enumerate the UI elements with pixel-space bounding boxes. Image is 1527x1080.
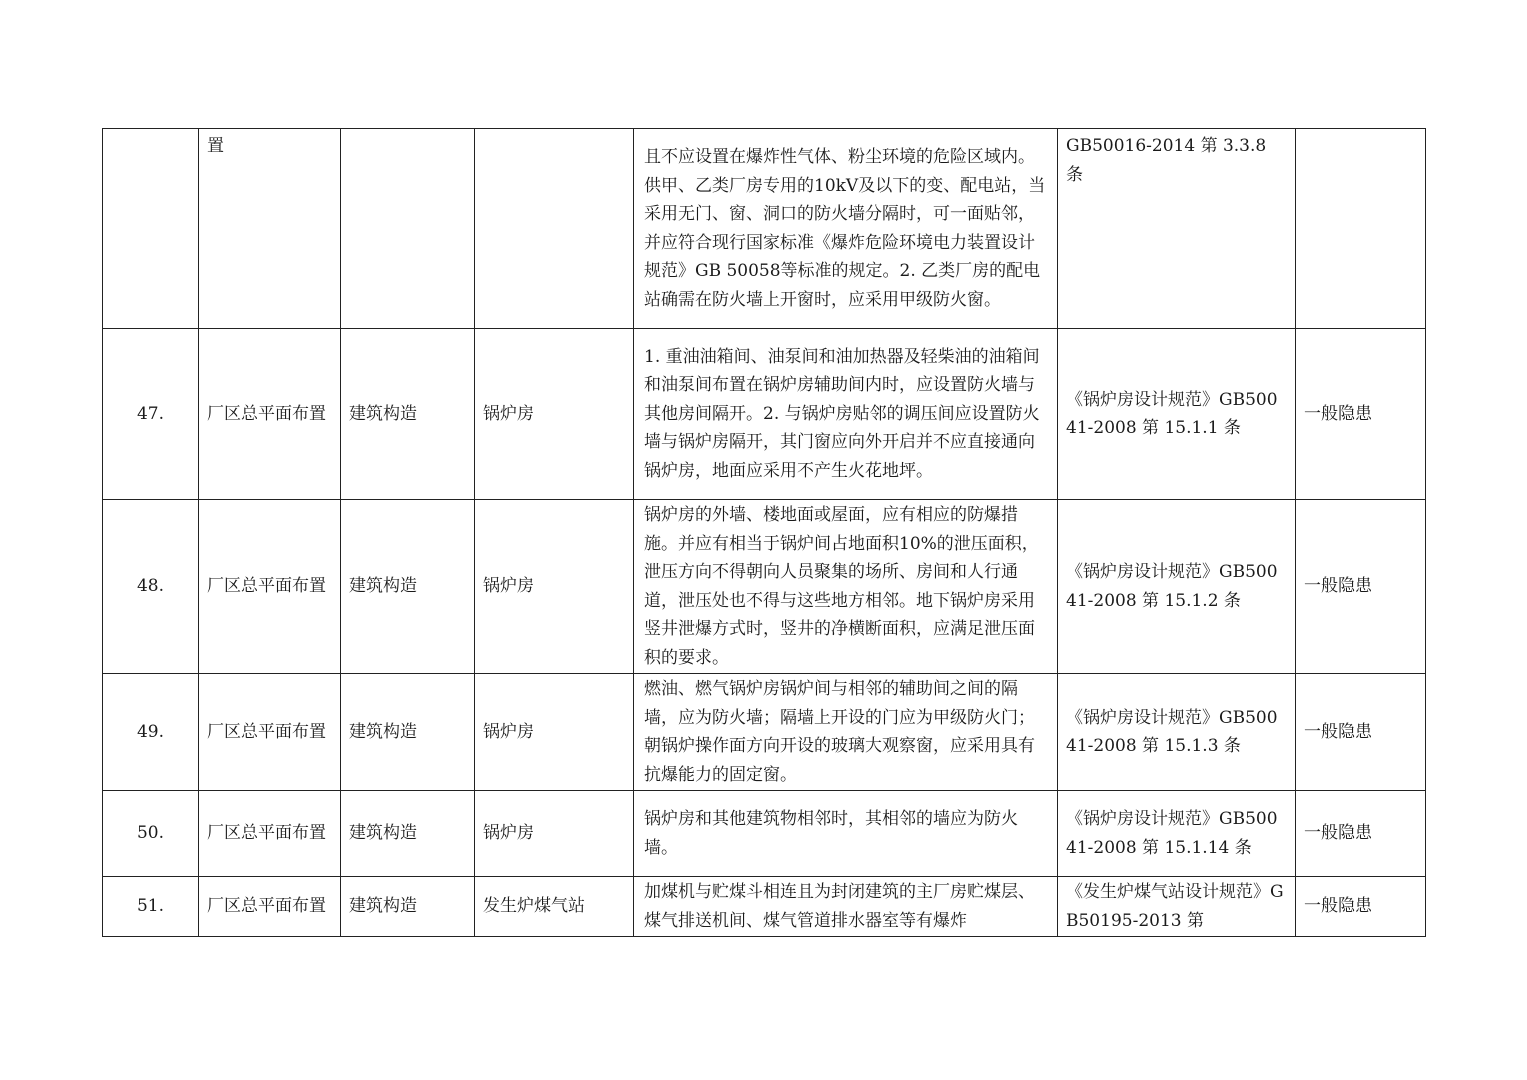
category-cell: 建筑构造 bbox=[341, 329, 475, 500]
table-row bbox=[103, 329, 1426, 500]
item-cell: 发生炉煤气站 bbox=[475, 877, 634, 937]
row-number: 51. bbox=[103, 877, 199, 937]
row-number: 48. bbox=[103, 500, 199, 674]
category-cell: 建筑构造 bbox=[341, 791, 475, 877]
row-number bbox=[103, 129, 199, 329]
hazard-level-cell: 一般隐患 bbox=[1296, 500, 1426, 674]
table-row bbox=[103, 129, 1426, 329]
category-cell: 建筑构造 bbox=[341, 674, 475, 791]
description-cell: 锅炉房和其他建筑物相邻时，其相邻的墙应为防火墙。 bbox=[634, 791, 1058, 877]
item-cell: 锅炉房 bbox=[475, 674, 634, 791]
hazard-level-cell: 一般隐患 bbox=[1296, 674, 1426, 791]
area-cell: 厂区总平面布置 bbox=[199, 877, 341, 937]
table-row bbox=[103, 674, 1426, 791]
row-number: 49. bbox=[103, 674, 199, 791]
row-number: 50. bbox=[103, 791, 199, 877]
hazard-level-cell: 一般隐患 bbox=[1296, 877, 1426, 937]
reference-cell: 《锅炉房设计规范》GB50041-2008 第 15.1.1 条 bbox=[1058, 329, 1296, 500]
reference-cell: 《锅炉房设计规范》GB50041-2008 第 15.1.2 条 bbox=[1058, 500, 1296, 674]
area-cell: 厂区总平面布置 bbox=[199, 791, 341, 877]
hazard-level-cell: 一般隐患 bbox=[1296, 329, 1426, 500]
description-cell: 且不应设置在爆炸性气体、粉尘环境的危险区域内。供甲、乙类厂房专用的10kV及以下的变、配电站，当采用无门、窗、洞口的防火墙分隔时，可一面贴邻，并应符合现行国家标准《爆炸危险环境电力装置设计规范》GB 50058等标准的规定。2. 乙类厂房的配电站确需在防火墙上开窗时，应采用甲级防火窗。 bbox=[634, 129, 1058, 329]
category-cell: 建筑构造 bbox=[341, 500, 475, 674]
category-cell bbox=[341, 129, 475, 329]
table-row bbox=[103, 877, 1426, 937]
regulation-table bbox=[102, 128, 1426, 937]
reference-cell: 《发生炉煤气站设计规范》GB50195-2013 第 bbox=[1058, 877, 1296, 937]
item-cell: 锅炉房 bbox=[475, 500, 634, 674]
description-cell: 燃油、燃气锅炉房锅炉间与相邻的辅助间之间的隔墙，应为防火墙；隔墙上开设的门应为甲级防火门；朝锅炉操作面方向开设的玻璃大观察窗，应采用具有抗爆能力的固定窗。 bbox=[634, 674, 1058, 791]
reference-cell: 《锅炉房设计规范》GB50041-2008 第 15.1.14 条 bbox=[1058, 791, 1296, 877]
description-cell: 1. 重油油箱间、油泵间和油加热器及轻柴油的油箱间和油泵间布置在锅炉房辅助间内时，应设置防火墙与其他房间隔开。2. 与锅炉房贴邻的调压间应设置防火墙与锅炉房隔开，其门窗应向外开启并不应直接通向锅炉房，地面应采用不产生火花地坪。 bbox=[634, 329, 1058, 500]
table-row bbox=[103, 791, 1426, 877]
hazard-level-cell: 一般隐患 bbox=[1296, 791, 1426, 877]
item-cell bbox=[475, 129, 634, 329]
reference-cell: 《锅炉房设计规范》GB50041-2008 第 15.1.3 条 bbox=[1058, 674, 1296, 791]
area-cell: 置 bbox=[199, 129, 341, 329]
area-cell: 厂区总平面布置 bbox=[199, 674, 341, 791]
category-cell: 建筑构造 bbox=[341, 877, 475, 937]
area-cell: 厂区总平面布置 bbox=[199, 329, 341, 500]
area-cell: 厂区总平面布置 bbox=[199, 500, 341, 674]
reference-cell: GB50016-2014 第 3.3.8 条 bbox=[1058, 129, 1296, 329]
description-cell: 加煤机与贮煤斗相连且为封闭建筑的主厂房贮煤层、煤气排送机间、煤气管道排水器室等有爆炸 bbox=[634, 877, 1058, 937]
item-cell: 锅炉房 bbox=[475, 329, 634, 500]
table-row bbox=[103, 500, 1426, 674]
description-cell: 锅炉房的外墙、楼地面或屋面，应有相应的防爆措施。并应有相当于锅炉间占地面积10%的泄压面积，泄压方向不得朝向人员聚集的场所、房间和人行通道，泄压处也不得与这些地方相邻。地下锅炉房采用竖井泄爆方式时，竖井的净横断面积，应满足泄压面积的要求。 bbox=[634, 500, 1058, 674]
row-number: 47. bbox=[103, 329, 199, 500]
hazard-level-cell bbox=[1296, 129, 1426, 329]
item-cell: 锅炉房 bbox=[475, 791, 634, 877]
